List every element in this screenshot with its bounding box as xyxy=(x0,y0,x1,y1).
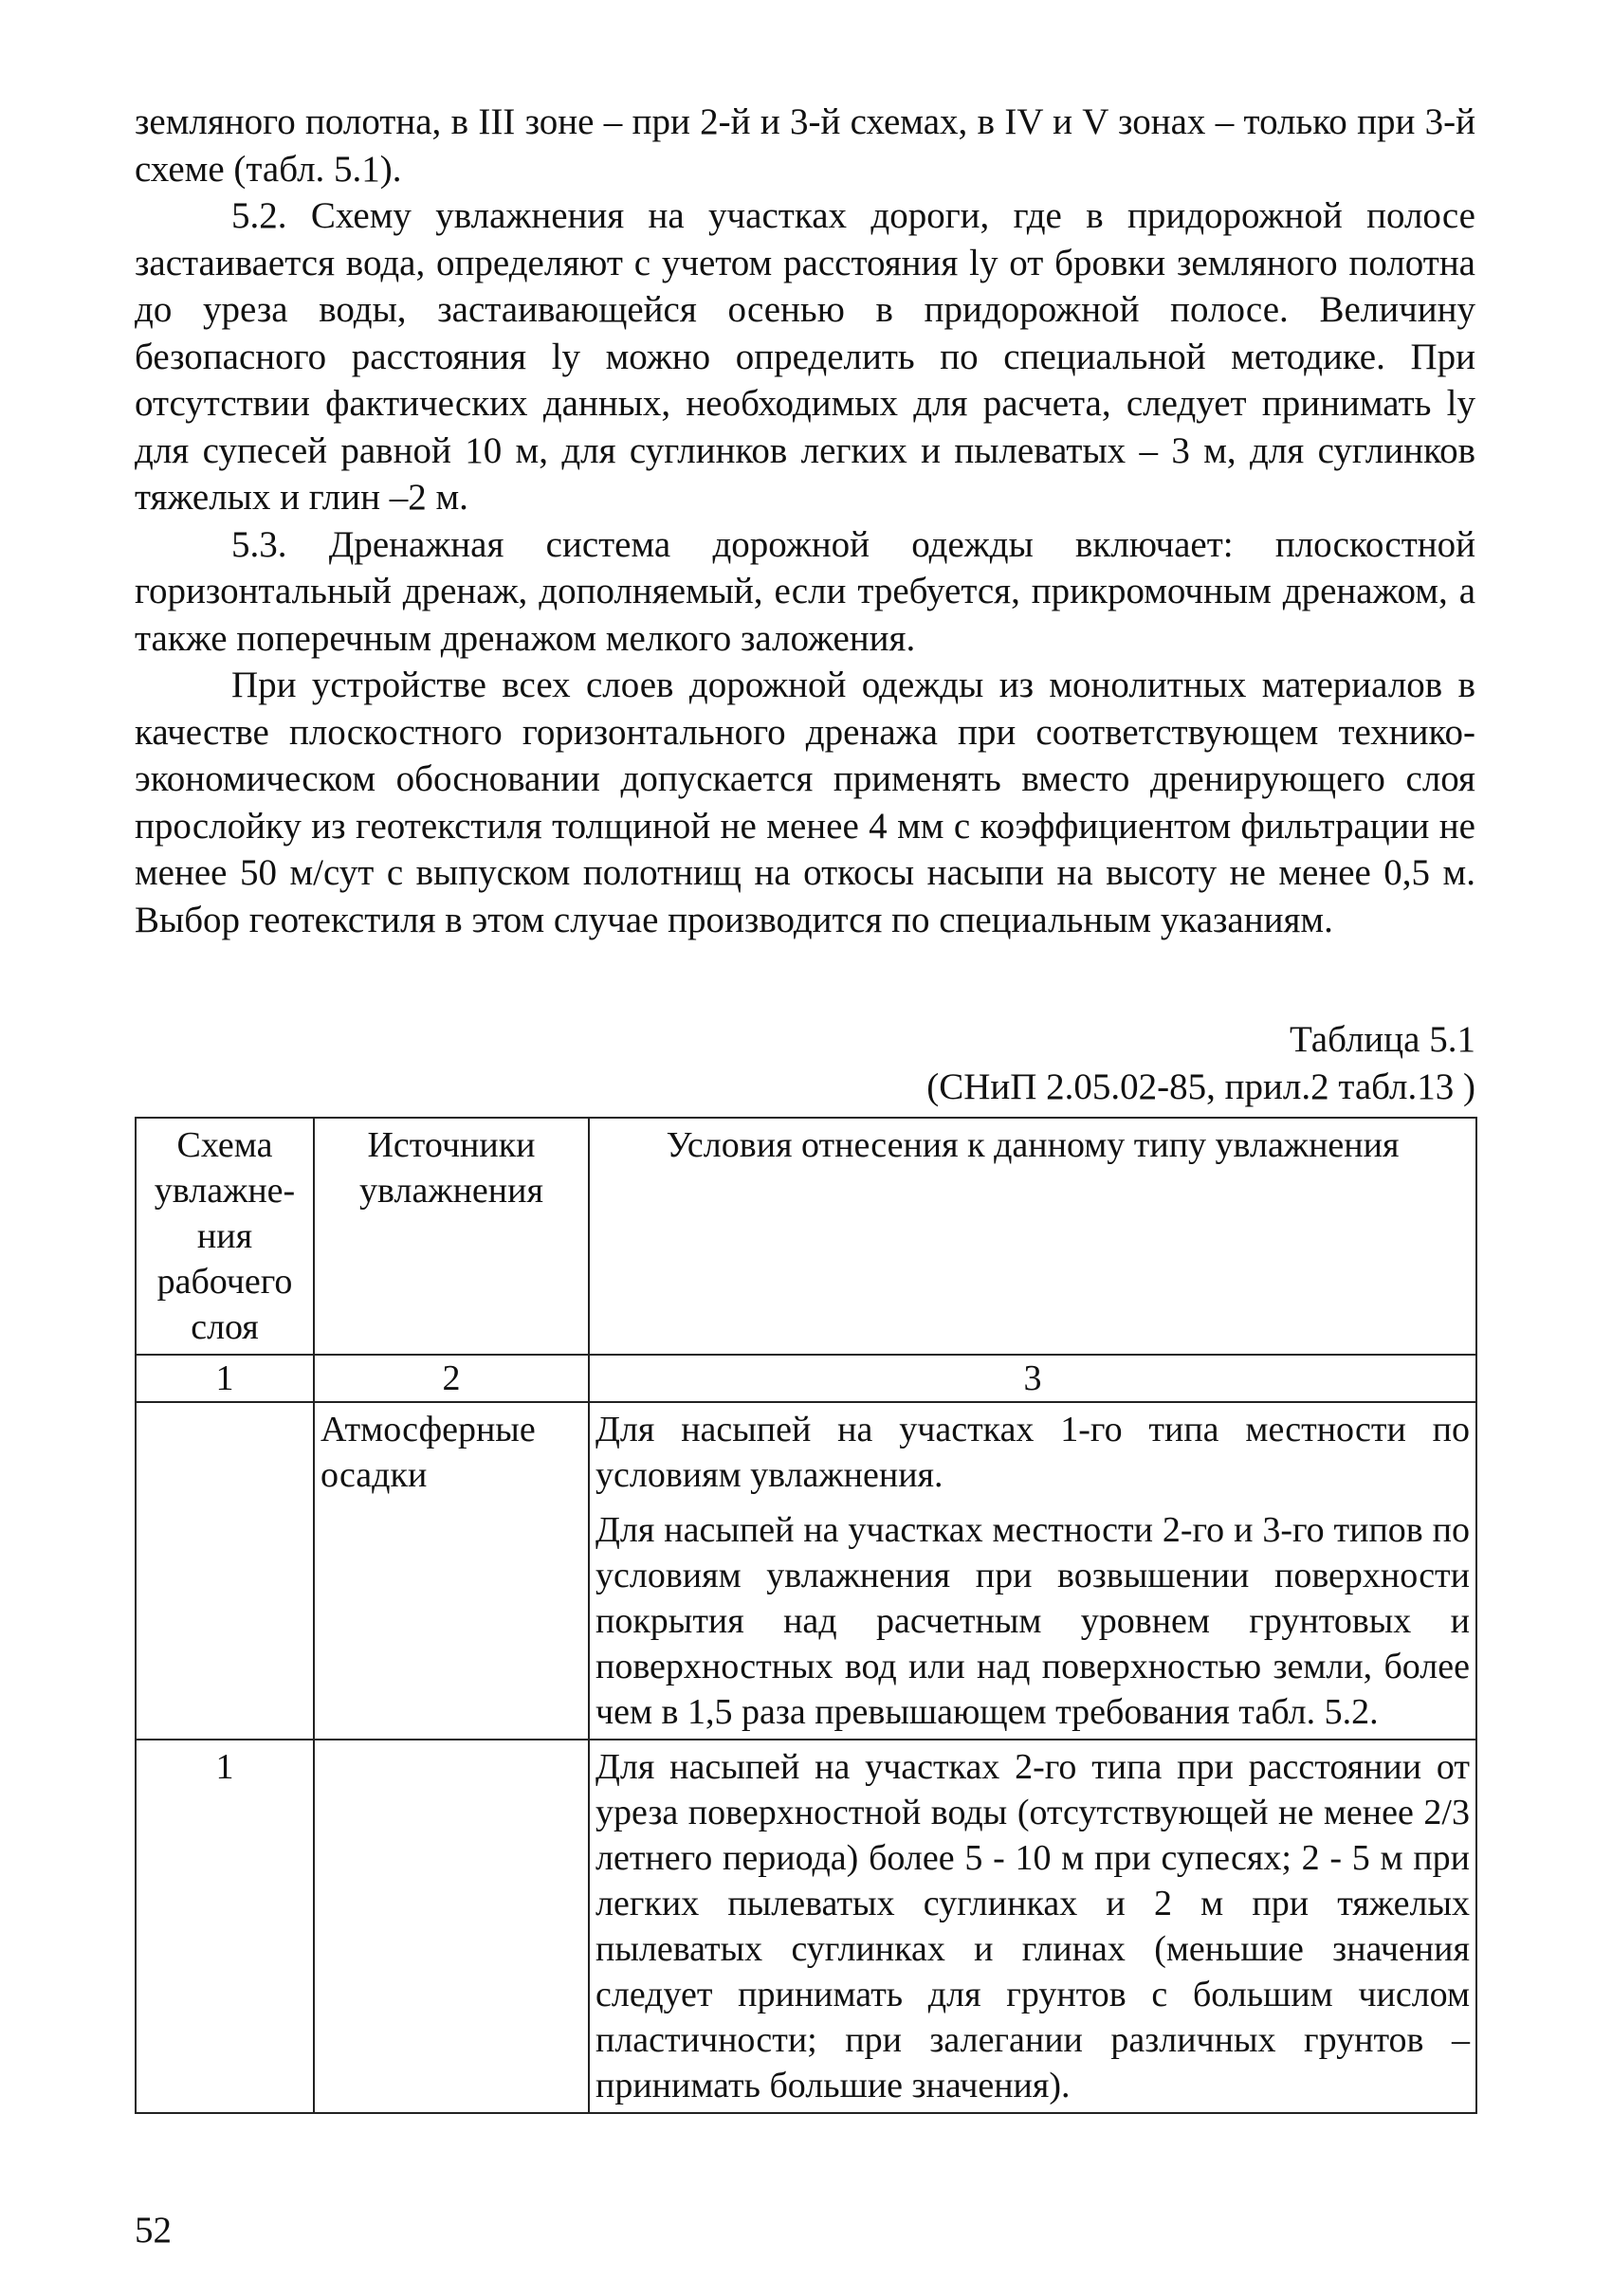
column-number: 1 xyxy=(136,1355,314,1402)
conditions-cell xyxy=(589,1740,1476,2113)
table-row xyxy=(136,1402,1476,1740)
source-cell xyxy=(314,1740,589,2113)
column-number: 2 xyxy=(314,1355,589,1402)
conditions-cell xyxy=(589,1402,1476,1740)
table-row xyxy=(136,1740,1476,2113)
header-conditions: Условия отнесения к данному типу увлажнения xyxy=(589,1118,1476,1355)
page-number: 52 xyxy=(135,2210,172,2250)
body-text xyxy=(135,99,1475,943)
condition-text: Для насыпей на участках 1-го типа местности по условиям увлажнения. xyxy=(595,1410,1470,1495)
table-source-reference: (СНиП 2.05.02-85, прил.2 табл.13 ) xyxy=(926,1066,1475,1107)
paragraph-geotextile: При устройстве всех слоев дорожной одежды из монолитных материалов в качестве плоскостного горизонтального дренажа при соответствующем технико-экономическом обосновании допускается применять вместо дренирующего слоя прослойку из геотекстиля толщиной не менее 4 мм с коэффициентом фильтрации не менее 50 м/сут с выпуском полотнищ на откосы насыпи на высоту не менее 0,5 м. Выбор геотекстиля в этом случае производится по специальным указаниям. xyxy=(135,665,1475,940)
scheme-cell xyxy=(136,1402,314,1740)
condition-text: Для насыпей на участках местности 2-го и 3-го типов по условиям увлажнения при возвышении поверхности покрытия над расчетным уровнем грунтовых и поверхностных вод или над поверхностью земли, более чем в 1,5 раза превышающем требования табл. 5.2. xyxy=(595,1510,1470,1732)
table-header-row xyxy=(136,1118,1476,1355)
table-caption: Таблица 5.1 xyxy=(1289,1019,1475,1060)
scheme-cell: 1 xyxy=(136,1740,314,2113)
condition-text: Для насыпей на участках 2-го типа при расстоянии от уреза поверхностной воды (отсутствующей не менее 2/3 летнего периода) более 5 - 10 м при супесях; 2 - 5 м при легких пылеватых суглинках и 2 м при тяжелых пылеватых суглинках и глинах (меньшие значения следует принимать для грунтов с большим числом пластичности; при залегании различных грунтов – принимать большие значения). xyxy=(595,1747,1470,2105)
header-scheme: Схема увлажне-ния рабочего слоя xyxy=(136,1118,314,1355)
paragraph-5-3: 5.3. Дренажная система дорожной одежды включает: плоскостной горизонтальный дренаж, дополняемый, если требуется, прикромочным дренажом, а также поперечным дренажом мелкого заложения. xyxy=(135,523,1475,659)
column-number: 3 xyxy=(589,1355,1476,1402)
humidification-table xyxy=(135,1117,1477,2114)
source-cell: Атмосферные осадки xyxy=(314,1402,589,1740)
header-sources: Источники увлажнения xyxy=(314,1118,589,1355)
paragraph-continuation: земляного полотна, в III зоне – при 2-й и 3-й схемах, в IV и V зонах – только при 3-й схеме (табл. 5.1). xyxy=(135,101,1475,190)
column-number-row xyxy=(136,1355,1476,1402)
paragraph-5-2: 5.2. Схему увлажнения на участках дороги, где в придорожной полосе застаивается вода, определяют с учетом расстояния lу от бровки земляного полотна до уреза воды, застаивающейся осенью в придорожной полосе. Величину безопасного расстояния lу можно определить по специальной методике. При отсутствии фактических данных, необходимых для расчета, следует принимать lу для супесей равной 10 м, для суглинков легких и пылеватых – 3 м, для суглинков тяжелых и глин –2 м. xyxy=(135,195,1475,518)
